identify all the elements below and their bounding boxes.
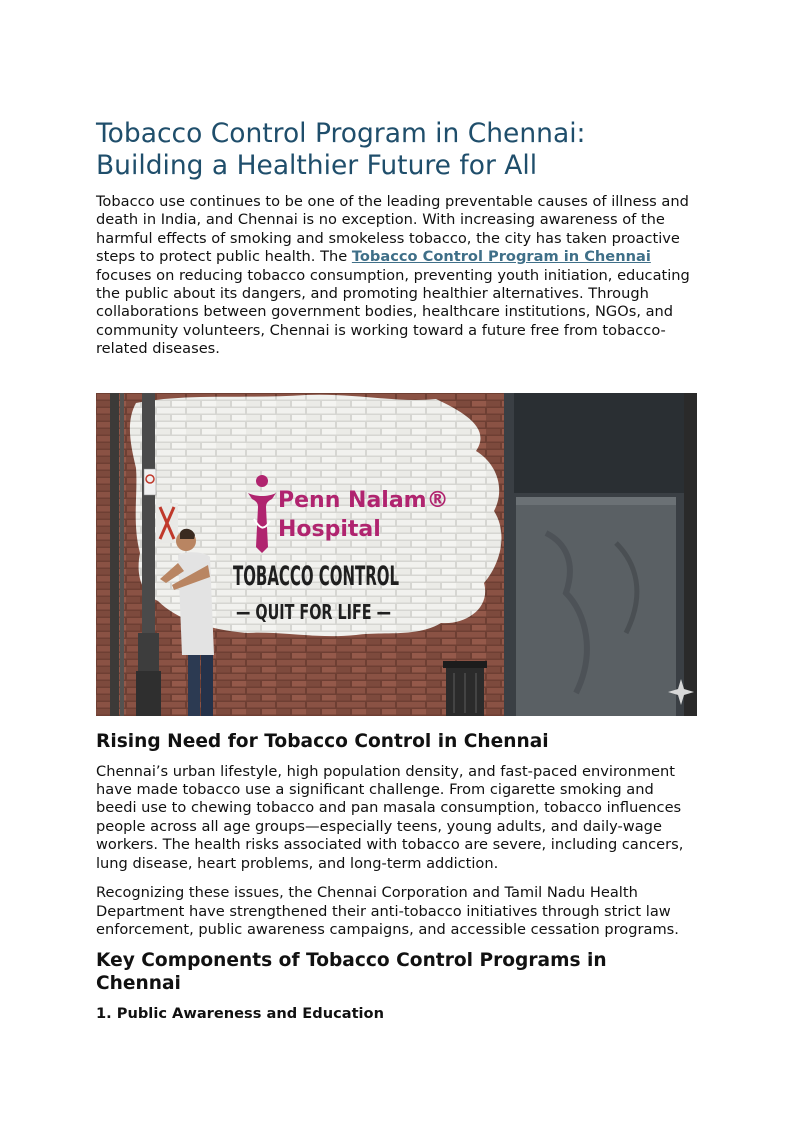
article [96,118,697,1023]
section-heading-rising-need: Rising Need for Tobacco Control in Chennai [96,730,549,752]
hero-image [96,393,697,716]
rising-need-paragraph-2: Recognizing these issues, the Chennai Corporation and Tamil Nadu Health Department have strengthened their anti-tobacco initiatives through strict law enforcement, public awareness campaigns, and accessible cessation programs. [96,884,679,938]
section-heading-key-components: Key Components of Tobacco Control Programs in Chennai [96,950,607,995]
program-link[interactable]: Tobacco Control Program in Chennai [351,248,651,266]
subheading-public-awareness: 1. Public Awareness and Education [96,1005,384,1023]
page-title [96,118,697,182]
title-line-1: Tobacco Control Program in Chennai: [96,118,586,149]
title-line-2: Building a Healthier Future for All [96,150,538,181]
metal-door [504,393,697,716]
logo-name: Penn Nalam® [278,487,449,513]
hero-headline: TOBACCO CONTROL [233,560,399,592]
rising-need-paragraph-1: Chennai’s urban lifestyle, high population density, and fast-paced environment have made tobacco use a significant challenge. From cigarette smoking and beedi use to chewing tobacco and pan masala consumption, tobacco influences people across all age groups—especially teens, young adults, and daily-wage workers. The health risks associated with tobacco are severe, including cancers, lung disease, heart problems, and long-term addiction. [96,762,684,872]
hero-tagline: — QUIT FOR LIFE — [236,599,391,624]
trash-can [443,661,487,716]
intro-text-start: Tobacco use continues to be one of the leading preventable causes of illness and death in India, and Chennai is no exception. With increasing awareness of the harmful effects of smoking and smokeless tobacco, the city has taken proactive steps to protect public health. The [96,193,689,266]
logo-subname: Hospital [278,516,381,542]
intro-paragraph [96,193,697,359]
intro-text-end: focuses on reducing tobacco consumption, preventing youth initiation, educating the public about its dangers, and promoting healthier alternatives. Through collaborations between government bodies, healthcare institutions, NGOs, and community volunteers, Chennai is working toward a future free from tobacco-related diseases. [96,266,690,358]
